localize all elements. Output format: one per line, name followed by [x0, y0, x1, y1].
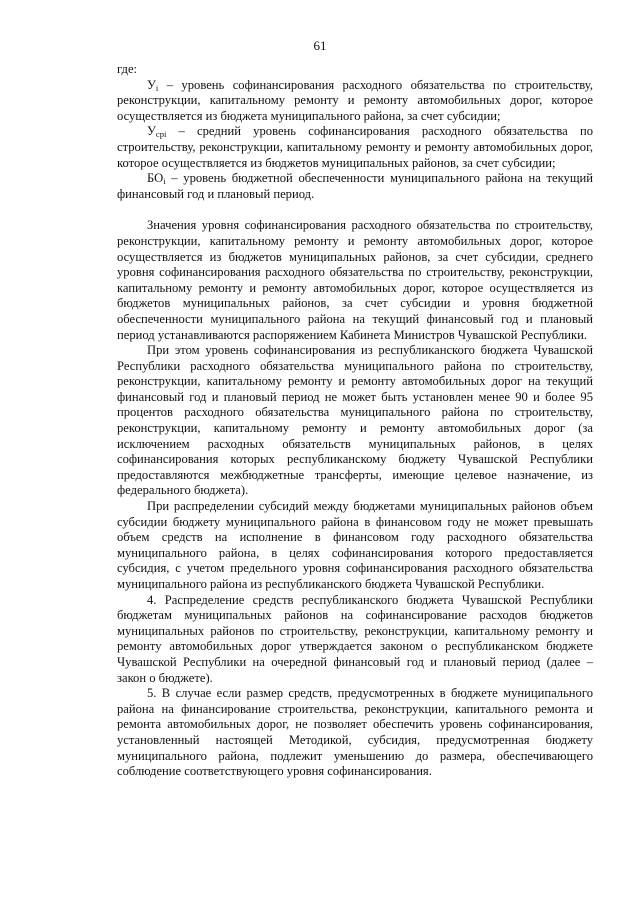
paragraph-gap [117, 202, 593, 218]
page-number: 61 [313, 38, 327, 53]
definition-subscript: i [163, 176, 166, 187]
document-body [117, 62, 593, 780]
paragraph-item-5: 5. В случае если размер средств, предусмотренных в бюджете муниципального района на финансирование строительства, реконструкции, капитального ремонта и ремонта автомобильных дорог, не позволяет обеспечить уровень софинансирования, установленный настоящей Методикой, субсидия, предусмотренная бюджету муниципального района, подлежит уменьшению до размера, обеспечивающего соблюдение соответствующего уровня софинансирования. [117, 686, 593, 779]
definition-text: – уровень софинансирования расходного обязательства по строительству, реконструкции, капитальному ремонту и ремонту автомобильных дорог, которое осуществляется из бюджета муниципального района, за счет субсидии; [117, 77, 593, 123]
definition-symbol: У [147, 124, 156, 139]
paragraph-cofinancing-limits: При этом уровень софинансирования из республиканского бюджета Чувашской Республики расходного обязательства муниципального района по строительству, реконструкции, капитальному ремонту и ремонту автомобильных дорог на текущий финансовый год и плановый период не может быть установлен менее 90 и более 95 процентов расходного обязательства муниципального района по строительству, реконструкции, капитальному ремонту и ремонту автомобильных дорог (за исключением расходных обязательств муниципальных районов, в целях софинансирования которых республиканскому бюджету Чувашской Республики предоставляются межбюджетные трансферты, имеющие целевое назначение, из федерального бюджета). [117, 343, 593, 498]
definition-y-cpi [117, 124, 593, 171]
definition-subscript: срi [155, 129, 167, 140]
definition-subscript: i [155, 82, 159, 93]
where-label: где: [117, 62, 138, 76]
definition-text: – средний уровень софинансирования расходного обязательства по строительству, реконструкции, капитальному ремонту и ремонту автомобильных дорог, которое осуществляется из бюджетов муниципальных районов, за счет субсидии; [117, 124, 593, 170]
paragraph-cofinancing-values: Значения уровня софинансирования расходного обязательства по строительству, реконструкции, капитальному ремонту и ремонту автомобильных дорог, которое осуществляется из бюджетов муниципальных районов, за счет субсидии, среднего уровня софинансирования расходного обязательства по строительству, реконструкции, капитальному ремонту и ремонту автомобильных дорог, которое осуществляется из бюджетов муниципальных районов, за счет субсидии и уровня бюджетной обеспеченности муниципального района на текущий финансовый год и плановый период устанавливаются распоряжением Кабинета Министров Чувашской Республики. [117, 218, 593, 342]
definition-symbol: У [147, 77, 156, 92]
definition-y-i [117, 78, 593, 125]
definition-bo-i [117, 171, 593, 202]
definition-symbol: БО [147, 171, 164, 186]
definition-text: – уровень бюджетной обеспеченности муниципального района на текущий финансовый год и плановый период. [117, 171, 593, 201]
paragraph-item-4: 4. Распределение средств республиканского бюджета Чувашской Республики бюджетам муниципальных районов на софинансирование расходов бюджетов муниципальных районов по строительству, реконструкции, капитальному ремонту и ремонту автомобильных дорог утверждается законом о республиканском бюджете Чувашской Республики на очередной финансовый год и плановый период (далее – закон о бюджете). [117, 592, 593, 685]
paragraph-subsidy-distribution: При распределении субсидий между бюджетами муниципальных районов объем субсидии бюджету муниципального района в финансовом году не может превышать объем средств на исполнение в финансовом году расходного обязательства муниципального района, в целях софинансирования которого предоставляется субсидия, с учетом предельного уровня софинансирования расходного обязательства муниципального района из республиканского бюджета Чувашской Республики. [117, 499, 593, 591]
